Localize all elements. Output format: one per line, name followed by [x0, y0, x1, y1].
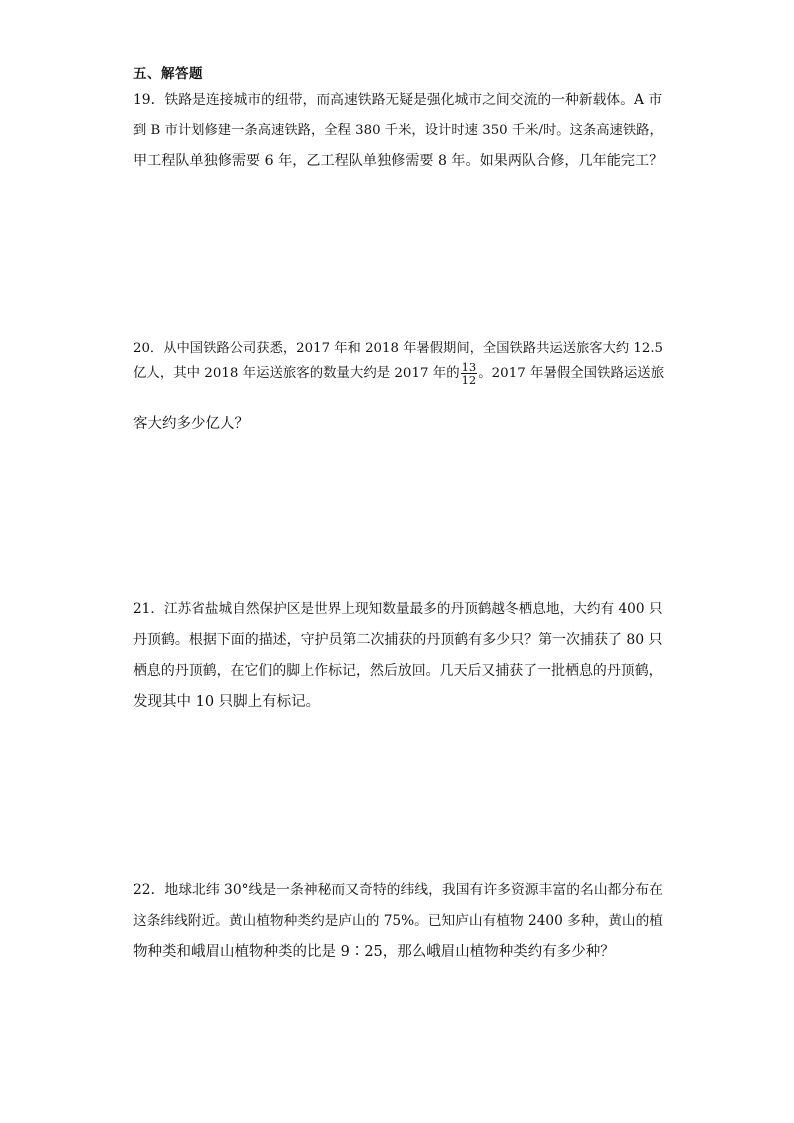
problem-21-line-2: 丹顶鹤。根据下面的描述，守护员第二次捕获的丹顶鹤有多少只？第一次捕获了 80 只: [133, 632, 663, 648]
problem-20-line-2: [133, 361, 664, 386]
problem-20-line-3: 客大约多少亿人？: [133, 416, 249, 432]
section-title: 五、解答题: [133, 66, 203, 82]
fraction-13-12: [461, 361, 478, 386]
problem-20-line-1: 20．从中国铁路公司获悉，2017 年和 2018 年暑假期间，全国铁路共运送旅客大约 12.5: [133, 341, 664, 356]
problem-20-line-2-after: 。2017 年暑假全国铁路运送旅: [478, 366, 665, 381]
problem-22-line-2: 这条纬线附近。黄山植物种类约是庐山的 75%。已知庐山有植物 2400 多种，黄山的植: [133, 913, 663, 929]
problem-22-line-1: 22．地球北纬 30°线是一条神秘而又奇特的纬线，我国有许多资源丰富的名山都分布在: [133, 882, 663, 898]
problem-19-line-1: 19．铁路是连接城市的纽带，而高速铁路无疑是强化城市之间交流的一种新载体。A 市: [133, 92, 663, 108]
problem-21-line-3: 栖息的丹顶鹤，在它们的脚上作标记，然后放回。几天后又捕获了一批栖息的丹顶鹤，: [133, 663, 663, 679]
problem-19-line-2: 到 B 市计划修建一条高速铁路，全程 380 千米，设计时速 350 千米/时。这条高速铁路，: [133, 123, 663, 138]
problem-21-line-4: 发现其中 10 只脚上有标记。: [133, 694, 321, 710]
fraction-denominator: 12: [461, 373, 477, 387]
fraction-numerator: 13: [461, 360, 477, 374]
problem-20-line-2-before: 亿人，其中 2018 年运送旅客的数量大约是 2017 年的: [133, 366, 460, 381]
problem-21-line-1: 21．江苏省盐城自然保护区是世界上现知数量最多的丹顶鹤越冬栖息地，大约有 400 只: [133, 601, 663, 617]
problem-22-line-3: 物种类和峨眉山植物种类的比是 9∶25，那么峨眉山植物种类约有多少种？: [133, 944, 615, 960]
problem-19-line-3: 甲工程队单独修需要 6 年，乙工程队单独修需要 8 年。如果两队合修，几年能完工？: [133, 153, 664, 169]
